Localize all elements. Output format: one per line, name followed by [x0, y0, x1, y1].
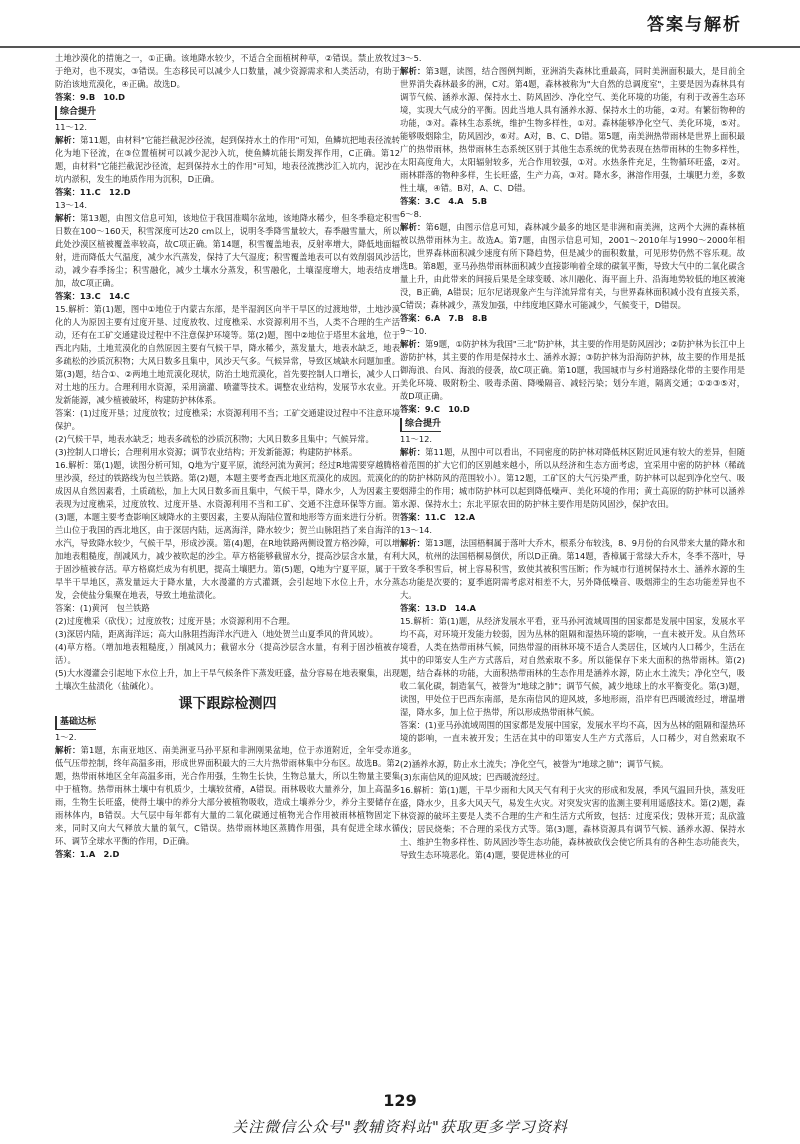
q16-answer-1: 答案：(1)黄河 包兰铁路 [55, 603, 150, 613]
q3-5-head: 3～5. [400, 53, 422, 63]
q9-10-analysis: 解析：第9题，①防护林为我国"三北"防护林，其主要的作用是防风固沙；②防护林为长江中上游防护林，其主要的作用是保持水土、涵养水源；③防护林为沿海防护林，故主要的作用是抵御海浪、台风、海浪的侵袭，故C项正确。第10题，我国城市与乡村道路绿化带的主要作用是美化环境、吸附粉尘、吸毒杀菌、降噪隔音、减轻污染；划分车道，隔离交通；①②③⑤对，故D项正确。 [400, 339, 745, 401]
page-header [0, 0, 800, 48]
q15-answer-1: 答案：(1)过度开垦；过度放牧；过度樵采；水资源利用不当；工矿交通建设过程中不注意环境保护。 [55, 408, 400, 431]
answer-11-12: 答案：11.C 12.D [55, 187, 131, 197]
section-comprehensive: 综合提升 [55, 106, 96, 120]
q13-14-head: 13～14. [55, 200, 88, 210]
left-column [55, 52, 400, 861]
q11-12-analysis: 解析：第11题，由材料"它能拦截泥沙径流，起到保持水土的作用"可知，鱼鳞坑把地表径流转化为地下径流，在③位置植树可以减少泥沙入坑，使鱼鳞坑能长期发挥作用，C正确。第12题，由材料"它能拦截泥沙径流，起到保持水土的作用"可知，地表径流携沙汇入坑内，泥沙在坑内淤积，发生的地质作用为沉积，D正确。 [55, 135, 400, 184]
q13-14-text-right: 第13题，法国梧桐属于落叶大乔木，根系分布较浅，8、9月份的台风带来大量的降水和大风，杭州的法国梧桐易倒伏，所以D正确。第14题，香樟属于常绿大乔木，冬季不落叶，导致冬季积雪后，树上容易积雪，致使其被积雪压断；作为城市行道树保持水土、涵养水源的生态功能是次要的；夏季遮阴需考虑对相差不大，另外降低噪音、吸烟滞尘的生态功能差异也不大。 [400, 538, 745, 600]
answer-6-8: 答案：6.A 7.B 8.B [400, 313, 488, 323]
q13-14-text: 第13题，由图文信息可知，该地位于我国准噶尔盆地，该地降水稀少，但冬季稳定积雪日数在100～160天，积雪深度可达20 cm以上，说明冬季降雪量较大，春季融雪量大，所以此处沙漠区植被覆盖率较高，故C项正确。第14题，积雪覆盖地表，反射率增大，降低地面辐射，进而降低大气温度，减少水汽蒸发，保持了大气湿度；积雪覆盖地表可以有效削弱风沙活动，减少春季扬尘；积雪融化，减少土壤水分蒸发，积雪融化，土壤湿度增大，地表结皮增加，故C项正确。 [55, 213, 400, 288]
q9-10-text: 第9题，①防护林为我国"三北"防护林，其主要的作用是防风固沙；②防护林为长江中上游防护林，其主要的作用是保持水土、涵养水源；③防护林为沿海防护林，故主要的作用是抵御海浪、台风、海浪的侵袭，故C项正确。第10题，我国城市与乡村道路绿化带的主要作用是美化环境、吸附粉尘、吸毒杀菌、降噪隔音、减轻污染；划分车道，隔离交通；①②③⑤对，故D项正确。 [400, 339, 745, 401]
q16-analysis-right: 16.解析：第(1)题，干旱少雨和大风天气有利于火灾的形成和发展，季风气温回升快，蒸发旺盛，降水少，且多大风天气，易发生火灾。对突发灾害的监测主要利用遥感技术。第(2)题，森林资源的破坏主要是人类不合理的生产和生活方式所致，包括：过度采伐；毁林开荒；乱砍滥伐；居民烧柴；不合理的采伐方式等。第(3)题，森林资源具有调节气候、涵养水源、保持水土、维护生物多样性、防风固沙等生态功能，森林被砍伐会使它所具有的各种生态功能丧失，导致生态环境恶化。第(4)题，要促进林业的可 [400, 785, 745, 860]
q6-8-text: 第6题，由图示信息可知，森林减少最多的地区是非洲和南美洲，这两个大洲的森林植被以热带雨林为主。故选A。第7题，由图示信息可知，2001～2010年与1990～2000年相比，世界森林面积减少速度有所下降趋势，但是减少的面积数量，可见形势仍然不容乐观。故选B。第8题，亚马孙热带雨林面积减少直接影响着全球的碳氧平衡，导致大气中的二氧化碳含量上升，由此带来的间接后果是全球变暖、冰川融化、海平面上升、沿海地势较低的地区被淹没，B正确，A错误；厄尔尼诺现象产生与洋流异常有关，与世界森林面积减小没有直接关系，C错误；森林减少，蒸发加强，中纬度地区降水可能减少，气候变干，D错误。 [400, 222, 745, 310]
answer-3-5: 答案：3.C 4.A 5.B [400, 196, 488, 206]
q3-5-text: 第3题，读图，结合图例判断，亚洲消失森林比重最高，同时美洲面积最大，是目前全世界消失森林最多的洲，C对。第4题，森林被称为"大自然的总调度室"，主要是因为森林具有调节气候、涵养水源、保持水土、防风固沙、净化空气、美化环境的功能，有利于改善生态环境，实现大气成分的平衡。因此当地人具有涵养水源、保持水土的功能，②对。有繁衍物种的功能，③对。森林生态系统，维护生物多样性，①对。森林能够净化空气、美化环境，⑤对。能够吸烟除尘，防风固沙，⑥对。A对，B、C、D错。第5题，南美洲热带雨林是世界上面积最广的热带雨林，热带雨林生态系统区别于其他生态系统的优势表现在热带雨林的生物多样性，太阳高度角大，太阳辐射较多，光合作用较强，①对。水热条件充足，生物循环旺盛，②对。雨林群落的物种多样，生长旺盛，生产力高，③对。降水多，淋溶作用强，土壤肥力差，多数性土壤，④错。B对，A、C、D错。 [400, 66, 745, 193]
q16-answer-5: (5)大水漫灌会引起地下水位上升，加上干旱气候条件下蒸发旺盛，盐分容易在地表聚集，出现土壤次生盐渍化（盐碱化）。 [55, 668, 400, 691]
section-title: 课下跟踪检测四 [178, 696, 277, 712]
q6-8-analysis: 解析：第6题，由图示信息可知，森林减少最多的地区是非洲和南美洲，这两个大洲的森林植被以热带雨林为主。故选A。第7题，由图示信息可知，2001～2010年与1990～2000年相比，世界森林面积减少速度有所下降趋势，但是减少的面积数量，可见形势仍然不容乐观。故选B。第8题，亚马孙热带雨林面积减少直接影响着全球的碳氧平衡，导致大气中的二氧化碳含量上升，由此带来的间接后果是全球变暖、冰川融化、海平面上升、沿海地势较低的地区被淹没，B正确，A错误；厄尔尼诺现象产生与洋流异常有关，与世界森林面积减小没有直接关系，C错误；森林减少，蒸发加强，中纬度地区降水可能减少，气候变干，D错误。 [400, 222, 745, 310]
answer-13-14-right: 答案：13.D 14.A [400, 603, 476, 613]
q15-analysis-right: 15.解析：第(1)题，从经济发展水平看，亚马孙河流域周围的国家都是发展中国家，发展水平均不高，对环境开发能力较弱，因为丛林的阻隔和湿热环境的影响，一直未被开发。从自然环境看，人类在热带雨林气候，同热带湿的雨林环境不适合人类居住，区域内人口稀少，生活在其中的印第安人生产方式落后，对自然索取不多。所以能保存下来大面积的热带雨林。第(2)题，结合森林的功能，大面积热带雨林的生态作用是涵养水源，防止水土流失；净化空气，吸收二氧化碳，制造氧气，被誉为"地球之肺"；调节气候，减少地球上的水平衡变化。第(3)题，读图，甲处位于巴西东南部，是东南信风的迎风坡，多地形雨，沿岸有巴西暖流经过，增温增湿，降水多，加上位于热带，所以形成热带雨林气候。 [400, 616, 745, 717]
q11-12-text: 第11题，由材料"它能拦截泥沙径流，起到保持水土的作用"可知，鱼鳞坑把地表径流转化为地下径流，在③位置植树可以减少泥沙入坑，使鱼鳞坑能长期发挥作用，C正确。第12题，由材料"它能拦截泥沙径流，起到保持水土的作用"可知，地表径流携沙汇入坑内，泥沙在坑内淤积，发生的地质作用为沉积，D正确。 [55, 135, 400, 184]
q11-12-text-right: 第11题，从图中可以看出，不同密度的防护林对降低林区附近风速有较大的差异，但随着范围的扩大它们的区别越来越小，所以从经济和生态方面考虑，宜采用中密的防护林（稀疏的防护林防风的范围较小）。第12题，工矿区的大气污染严重，防护林可以起到净化空气、吸烟滞尘的作用；城市防护林可以起到降低噪声、美化环境的作用；黄土高原的防护林可以涵养水源、保持水土；东北平原农田的防护林主要作用是防风固沙，保护农田。 [400, 447, 745, 509]
q1-2-text: 第1题，东南亚地区、南美洲亚马孙平原和非洲刚果盆地，位于赤道附近，全年受赤道低气压带控制，终年高温多雨，形成世界面积最大的三大片热带雨林集中分布区。故选B。第2题，热带雨林地区全年高温多雨，光合作用强，生物生长快，生物总量大，所以生物量主要集中于植物。热带雨林土壤中有机质少，土壤较贫瘠，A错误。雨林吸收大量养分，加上高温多雨，生物生长旺盛，使得土壤中的养分大部分被植物吸收，造成土壤养分少，养分主要储存在雨林体内，B错误。大气层中每年都有大量的二氧化碳通过植物光合作用被雨林植物固定下来，同时又向大气释放大量的氧气，C错误。热带雨林地区蒸腾作用强，具有促进全球水循环、调节全球水平衡的作用，D正确。 [55, 745, 400, 846]
q11-12-head: 11～12. [55, 122, 88, 132]
right-column [400, 52, 745, 862]
q1-2-head: 1～2. [55, 732, 77, 742]
section-basic: 基础达标 [55, 716, 96, 730]
q6-8-head: 6～8. [400, 209, 422, 219]
q3-5-analysis: 解析：第3题，读图，结合图例判断，亚洲消失森林比重最高，同时美洲面积最大，是目前全世界消失森林最多的洲，C对。第4题，森林被称为"大自然的总调度室"，主要是因为森林具有调节气候、涵养水源、保持水土、防风固沙、净化空气、美化环境的功能，有利于改善生态环境，实现大气成分的平衡。因此当地人具有涵养水源、保持水土的功能，②对。有繁衍物种的功能，③对。森林生态系统，维护生物多样性，①对。森林能够净化空气、美化环境，⑤对。能够吸烟除尘，防风固沙，⑥对。A对，B、C、D错。第5题，南美洲热带雨林是世界上面积最广的热带雨林，热带雨林生态系统区别于其他生态系统的优势表现在热带雨林的生物多样性，太阳高度角大，太阳辐射较多，光合作用较强，①对。水热条件充足，生物循环旺盛，②对。雨林群落的物种多样，生长旺盛，生产力高，③对。降水多，淋溶作用强，土壤肥力差，多数性土壤，④错。B对，A、C、D错。 [400, 66, 745, 193]
answer-9-10-right: 答案：9.C 10.D [400, 404, 470, 414]
q15-answer-2: (2)气候干旱，地表水缺乏；地表多疏松的沙质沉积物；大风日数多且集中；气候异常。 [55, 434, 374, 444]
q16-answer-3: (3)深居内陆，距离海洋远；高大山脉阻挡海洋水汽进入（地处贺兰山夏季风的背风坡）。 [55, 629, 378, 639]
q15-answer-2-right: (2)涵养水源，防止水土流失；净化空气，被誉为"地球之肺"；调节气候。 [400, 759, 669, 769]
q15-analysis: 15.解析：第(1)题，图中①地位于内蒙古东部，是半湿润区向半干旱区的过渡地带，土地沙漠化的人为原因主要有过度开垦、过度放牧、过度樵采、水资源利用不当，人类不合理的生产活动，还有在工矿交通建设过程中不注意保护环境等。第(2)题，图中②地位于塔里木盆地，位于西北内陆，土地荒漠化的自然原因主要有气候干旱，降水稀少，蒸发量大，地表水缺乏，地表多疏松的沙质沉积物；大风日数多且集中，风沙天气多。气候异常，导致区域缺水问题加重。第(3)题，结合①、②两地土地荒漠化现状，防治土地荒漠化，首先要控制人口增长，减少人口对土地的压力。合理利用水资源，采用滴灌、喷灌等技术。调整农业结构，发展节水农业。开发新能源，减少植被破坏，构建防护林体系。 [55, 304, 400, 405]
q16-answer-4: (4)草方格。（增加地表粗糙度，）削减风力；截留水分（提高沙层含水量，有利于固沙植被存活）。 [55, 642, 400, 665]
q11-12-head-right: 11～12. [400, 434, 433, 444]
q9-10-head: 9～10. [400, 326, 427, 336]
answer-9-10: 答案：9.B 10.D [55, 92, 126, 102]
q15-answer-3-right: (3)东南信风的迎风坡；巴西暖流经过。 [400, 772, 545, 782]
header-title: 答案与解析 [647, 15, 742, 35]
q15-answer-3: (3)控制人口增长；合理利用水资源；调节农业结构；开发新能源；构建防护林系。 [55, 447, 358, 457]
q16-answer-2: (2)过度樵采（砍伐）；过度放牧；过度开垦；水资源利用不合理。 [55, 616, 295, 626]
page-number: 129 [383, 1091, 417, 1110]
answer-1-2: 答案：1.A 2.D [55, 849, 120, 859]
intro-paragraph: 土地沙漠化的措施之一，①正确。该地降水较少，不适合全面植树种草，②错误。禁止放牧过于绝对，也不现实，③错误。生态移民可以减少人口数量，减少资源需求和人类活动，有助于防治该地荒漠化，④正确。故选D。 [55, 53, 400, 89]
q1-2-analysis: 解析：第1题，东南亚地区、南美洲亚马孙平原和非洲刚果盆地，位于赤道附近，全年受赤道低气压带控制，终年高温多雨，形成世界面积最大的三大片热带雨林集中分布区。故选B。第2题，热带雨林地区全年高温多雨，光合作用强，生物生长快，生物总量大，所以生物量主要集中于植物。热带雨林土壤中有机质少，土壤较贫瘠，A错误。雨林吸收大量养分，加上高温多雨，生物生长旺盛，使得土壤中的养分大部分被植物吸收，造成土壤养分少，养分主要储存在雨林体内，B错误。大气层中每年都有大量的二氧化碳通过植物光合作用被雨林植物固定下来，同时又向大气释放大量的氧气，C错误。热带雨林地区蒸腾作用强，具有促进全球水循环、调节全球水平衡的作用，D正确。 [55, 745, 400, 846]
answer-11-12-right: 答案：11.C 12.A [400, 512, 476, 522]
section-comprehensive-right: 综合提升 [400, 418, 441, 432]
q16-analysis: 16.解析：第(1)题，读图分析可知，Q地为宁夏平原，流经河流为黄河；经过R地需要穿越腾格里沙漠，经过的铁路线为包兰铁路。第(2)题，本题主要考查西北地区荒漠化的成因。荒漠化的成因从自然因素看，土质疏松，加上大风日数多而且集中，气候干旱，降水少，人为因素主要表现为过度樵采，过度放牧、过度开垦、水资源利用不当和工矿、交通不注意环保等方面。第(3)题，本题主要考查影响区域降水的主要因素，主要从海陆位置和地形等方面来进行分析。贺兰山位于我国的西北地区，由于深居内陆，远离海洋，降水较少；贺兰山脉阻挡了来自海洋的水汽，导致降水较少，气候干旱，形成沙漠。第(4)题，在R地铁路两侧设置方格沙障，可以增加地表粗糙度，削减风力，减少被吹起的沙尘。草方格能够截留水分，提高沙层含水量，有利于固沙植被存活。草方格腐烂成为有机肥，提高土壤肥力。第(5)题，Q地为宁夏平原，属于干旱半干旱地区，蒸发量远大于降水量，大水漫灌的方式灌溉，会引起地下水位上升，水分蒸发，会使盐分集聚在地表，导致土地盐渍化。 [55, 460, 400, 600]
answer-13-14: 答案：13.C 14.C [55, 291, 130, 301]
q15-answer-1-right: 答案：(1)亚马孙流域周围的国家都是发展中国家，发展水平均不高，因为丛林的阻隔和湿热环境的影响，一直未被开发；生活在其中的印第安人生产方式落后，人口稀少，对自然索取不多。 [400, 720, 745, 756]
q13-14-head-right: 13～14. [400, 525, 433, 535]
q13-14-analysis: 解析：第13题，由图文信息可知，该地位于我国准噶尔盆地，该地降水稀少，但冬季稳定积雪日数在100～160天，积雪深度可达20 cm以上，说明冬季降雪量较大，春季融雪量大，所以此处沙漠区植被覆盖率较高，故C项正确。第14题，积雪覆盖地表，反射率增大，降低地面辐射，进而降低大气温度，减少水汽蒸发，保持了大气湿度；积雪覆盖地表可以有效削弱风沙活动，减少春季扬尘；积雪融化，减少土壤水分蒸发，积雪融化，土壤湿度增大，地表结皮增加，故C项正确。 [55, 213, 400, 288]
q13-14-analysis-right: 解析：第13题，法国梧桐属于落叶大乔木，根系分布较浅，8、9月份的台风带来大量的降水和大风，杭州的法国梧桐易倒伏，所以D正确。第14题，香樟属于常绿大乔木，冬季不落叶，导致冬季积雪后，树上容易积雪，致使其被积雪压断；作为城市行道树保持水土、涵养水源的生态功能是次要的；夏季遮阴需考虑对相差不大，另外降低噪音、吸烟滞尘的生态功能差异也不大。 [400, 538, 745, 600]
q11-12-analysis-right: 解析：第11题，从图中可以看出，不同密度的防护林对降低林区附近风速有较大的差异，但随着范围的扩大它们的区别越来越小，所以从经济和生态方面考虑，宜采用中密的防护林（稀疏的防护林防风的范围较小）。第12题，工矿区的大气污染严重，防护林可以起到净化空气、吸烟滞尘的作用；城市防护林可以起到降低噪声、美化环境的作用；黄土高原的防护林可以涵养水源、保持水土；东北平原农田的防护林主要作用是防风固沙，保护农田。 [400, 447, 745, 509]
footer-note: 关注微信公众号"教辅资料站"获取更多学习资料 [232, 1118, 568, 1136]
